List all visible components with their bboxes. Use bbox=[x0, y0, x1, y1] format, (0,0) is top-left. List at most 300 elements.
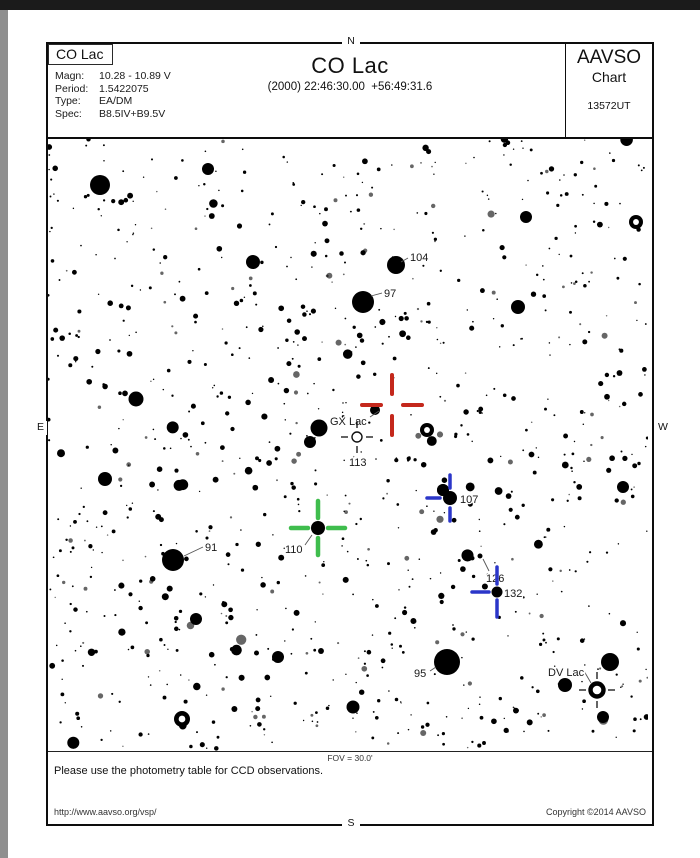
field-star bbox=[509, 163, 511, 165]
field-star bbox=[218, 190, 220, 192]
field-star bbox=[363, 223, 365, 225]
field-star bbox=[241, 568, 244, 571]
field-star bbox=[171, 395, 173, 397]
field-star bbox=[343, 274, 345, 276]
field-star bbox=[96, 526, 97, 527]
chart-id: 13572UT bbox=[587, 100, 631, 112]
field-star bbox=[468, 681, 472, 685]
field-star bbox=[641, 169, 643, 171]
field-star bbox=[636, 320, 637, 321]
field-star bbox=[269, 441, 271, 443]
comp-star-132-star bbox=[492, 587, 503, 598]
field-star bbox=[440, 600, 444, 604]
field-star bbox=[630, 695, 632, 697]
field-star bbox=[580, 410, 584, 414]
field-star bbox=[393, 357, 397, 361]
field-star bbox=[94, 650, 98, 654]
window-left-edge bbox=[0, 10, 8, 858]
field-star bbox=[213, 477, 219, 483]
field-star bbox=[93, 549, 94, 550]
field-star bbox=[316, 724, 319, 727]
field-star bbox=[623, 257, 627, 261]
field-star bbox=[95, 254, 96, 255]
comp-star-113-label: 113 bbox=[349, 457, 367, 469]
field-star bbox=[127, 516, 129, 518]
field-star bbox=[231, 706, 237, 712]
field-star bbox=[95, 349, 100, 354]
field-star bbox=[321, 341, 322, 342]
field-star bbox=[438, 593, 444, 599]
field-star bbox=[72, 270, 77, 275]
field-star bbox=[312, 721, 314, 723]
field-star bbox=[507, 731, 509, 733]
field-star bbox=[640, 718, 642, 720]
field-star bbox=[171, 325, 173, 327]
field-star bbox=[311, 251, 317, 257]
field-star bbox=[56, 645, 58, 647]
field-star bbox=[360, 250, 365, 255]
chart-label: Chart bbox=[591, 69, 627, 85]
field-star bbox=[569, 344, 570, 345]
field-star bbox=[590, 413, 594, 417]
field-star bbox=[616, 737, 617, 738]
field-star bbox=[256, 697, 261, 702]
field-star bbox=[575, 232, 576, 233]
field-star bbox=[284, 388, 289, 393]
field-star bbox=[644, 714, 648, 720]
field-star bbox=[145, 621, 148, 624]
field-star bbox=[203, 183, 205, 185]
comp-star-126-label: 126 bbox=[486, 573, 505, 585]
field-star bbox=[240, 299, 244, 303]
field-star bbox=[371, 736, 374, 739]
field-star bbox=[100, 739, 102, 741]
field-star bbox=[432, 232, 434, 234]
info-row-spec: Spec: B8.5IV+B9.5V bbox=[55, 107, 166, 120]
field-star bbox=[631, 495, 635, 499]
field-star bbox=[334, 198, 338, 202]
field-star bbox=[154, 438, 156, 440]
field-star bbox=[176, 649, 179, 652]
field-star bbox=[217, 736, 220, 739]
field-star bbox=[634, 301, 637, 304]
field-star bbox=[51, 227, 53, 229]
field-star bbox=[129, 507, 133, 511]
field-star bbox=[531, 686, 533, 688]
field-star bbox=[638, 164, 640, 166]
field-star bbox=[118, 477, 122, 481]
field-star bbox=[599, 667, 601, 669]
field-star bbox=[352, 717, 353, 718]
field-star bbox=[166, 684, 168, 686]
field-star bbox=[72, 546, 75, 549]
field-star bbox=[298, 510, 300, 512]
field-star bbox=[482, 741, 486, 745]
field-star bbox=[123, 198, 128, 203]
field-star bbox=[554, 237, 557, 240]
field-star bbox=[225, 621, 228, 624]
field-star bbox=[53, 193, 54, 194]
field-star bbox=[549, 248, 551, 250]
field-star bbox=[120, 485, 122, 487]
field-star bbox=[351, 351, 352, 352]
field-star bbox=[326, 273, 332, 279]
field-star bbox=[488, 211, 495, 218]
field-star bbox=[342, 412, 343, 413]
field-star bbox=[621, 451, 623, 453]
field-star bbox=[388, 690, 390, 692]
field-star bbox=[184, 700, 188, 704]
field-star bbox=[231, 353, 234, 356]
field-star bbox=[306, 310, 308, 312]
field-star bbox=[307, 393, 309, 395]
field-star bbox=[278, 305, 284, 311]
field-star bbox=[501, 324, 504, 327]
var-dv-lac-label: DV Lac bbox=[548, 667, 585, 679]
field-star bbox=[369, 193, 373, 197]
field-star bbox=[325, 238, 330, 243]
field-star bbox=[419, 558, 421, 560]
field-star bbox=[286, 266, 288, 268]
field-star bbox=[294, 702, 297, 705]
field-star bbox=[440, 343, 441, 344]
field-star bbox=[86, 611, 88, 613]
field-star bbox=[216, 246, 222, 252]
field-star bbox=[109, 339, 111, 341]
field-star bbox=[70, 603, 72, 605]
field-star bbox=[355, 346, 357, 348]
field-star bbox=[297, 498, 300, 501]
field-star bbox=[548, 730, 550, 732]
field-star bbox=[278, 555, 284, 561]
field-star bbox=[588, 281, 590, 283]
field-star bbox=[588, 605, 590, 607]
field-star bbox=[61, 659, 64, 662]
field-star bbox=[85, 145, 87, 147]
field-star bbox=[302, 336, 307, 341]
field-star bbox=[110, 444, 111, 445]
field-star bbox=[520, 338, 522, 340]
field-star bbox=[367, 650, 372, 655]
field-star bbox=[107, 300, 113, 306]
field-star bbox=[174, 293, 176, 295]
field-star bbox=[633, 717, 637, 721]
field-star bbox=[272, 534, 273, 535]
field-star bbox=[542, 294, 546, 298]
field-star bbox=[355, 523, 357, 525]
field-star bbox=[522, 147, 523, 148]
field-star bbox=[547, 399, 548, 400]
field-star bbox=[209, 199, 218, 208]
chart-frame bbox=[46, 42, 654, 826]
field-star bbox=[378, 309, 380, 311]
star-field-svg bbox=[48, 139, 648, 751]
field-star bbox=[208, 525, 212, 529]
field-star bbox=[177, 479, 188, 490]
bright-star bbox=[601, 653, 619, 671]
field-star bbox=[588, 331, 590, 333]
field-star bbox=[415, 433, 421, 439]
field-star bbox=[372, 634, 373, 635]
field-star bbox=[117, 349, 120, 352]
field-star bbox=[220, 391, 223, 394]
field-star bbox=[495, 487, 503, 495]
field-star bbox=[487, 195, 488, 196]
field-star bbox=[198, 185, 199, 186]
field-star bbox=[284, 640, 285, 641]
field-star bbox=[227, 563, 229, 565]
field-star bbox=[298, 504, 300, 506]
field-star bbox=[407, 570, 408, 571]
field-star bbox=[295, 278, 297, 280]
field-star bbox=[101, 526, 103, 528]
field-star bbox=[73, 208, 74, 209]
field-star bbox=[75, 712, 79, 716]
field-star bbox=[48, 378, 50, 381]
field-star bbox=[167, 649, 168, 650]
field-star bbox=[382, 343, 384, 345]
field-star bbox=[77, 309, 81, 313]
field-star bbox=[343, 176, 344, 177]
field-star bbox=[257, 722, 262, 727]
field-star bbox=[135, 224, 136, 225]
field-star bbox=[422, 265, 424, 267]
field-star bbox=[422, 145, 428, 151]
field-star bbox=[317, 721, 319, 723]
field-star bbox=[270, 590, 274, 594]
field-star bbox=[486, 395, 488, 397]
field-star bbox=[244, 297, 245, 298]
field-star bbox=[62, 581, 65, 584]
field-star bbox=[86, 520, 88, 522]
field-star bbox=[513, 707, 514, 708]
field-star bbox=[159, 670, 161, 672]
field-star bbox=[209, 213, 215, 219]
field-star bbox=[151, 158, 153, 160]
field-star bbox=[479, 530, 481, 532]
field-star bbox=[343, 349, 352, 358]
field-star bbox=[275, 457, 278, 460]
field-star bbox=[221, 613, 223, 615]
field-star bbox=[582, 194, 584, 196]
field-star bbox=[529, 452, 535, 458]
info-row-magnitude: Magn: 10.28 - 10.89 V bbox=[55, 70, 171, 82]
field-star bbox=[473, 157, 475, 159]
field-star bbox=[254, 651, 259, 656]
field-star bbox=[562, 286, 565, 289]
field-star bbox=[50, 196, 52, 198]
field-star bbox=[612, 159, 615, 162]
field-star bbox=[221, 204, 224, 207]
field-star bbox=[220, 445, 225, 450]
field-star bbox=[380, 228, 382, 230]
field-star bbox=[616, 277, 619, 280]
field-star bbox=[237, 223, 242, 228]
field-star bbox=[123, 320, 125, 322]
field-star bbox=[580, 161, 583, 164]
field-star bbox=[164, 644, 166, 646]
field-star bbox=[394, 617, 396, 619]
field-star bbox=[231, 287, 234, 290]
field-star bbox=[377, 168, 381, 172]
field-star bbox=[138, 732, 142, 736]
field-star bbox=[291, 653, 293, 655]
field-star bbox=[614, 258, 616, 260]
field-star bbox=[646, 437, 648, 440]
field-star bbox=[132, 502, 133, 503]
var-dv-lac-leader-line bbox=[584, 671, 591, 683]
field-star bbox=[149, 286, 152, 289]
field-star bbox=[430, 578, 432, 580]
field-star bbox=[553, 414, 555, 416]
field-star bbox=[332, 389, 334, 391]
field-star bbox=[73, 520, 77, 524]
field-star bbox=[398, 527, 399, 528]
field-star bbox=[212, 720, 215, 723]
field-star bbox=[367, 548, 370, 551]
comp-star-104-star bbox=[387, 256, 405, 274]
field-star bbox=[160, 544, 162, 546]
field-star bbox=[55, 597, 56, 598]
field-star bbox=[261, 414, 267, 420]
field-star bbox=[101, 552, 102, 553]
field-star bbox=[57, 200, 59, 202]
field-star bbox=[546, 528, 550, 532]
field-star bbox=[50, 179, 52, 181]
field-star bbox=[646, 677, 648, 679]
field-star bbox=[153, 248, 155, 250]
field-star bbox=[322, 593, 323, 594]
field-star bbox=[583, 423, 585, 425]
field-star bbox=[222, 460, 224, 462]
field-star bbox=[523, 596, 525, 598]
field-star bbox=[521, 140, 523, 142]
bright-star bbox=[272, 651, 284, 663]
field-star bbox=[271, 212, 274, 215]
field-star bbox=[260, 582, 266, 588]
field-star bbox=[565, 192, 569, 196]
field-star bbox=[458, 559, 461, 562]
field-star bbox=[553, 651, 555, 653]
field-star bbox=[305, 672, 308, 675]
field-star bbox=[310, 638, 312, 640]
field-star bbox=[435, 162, 436, 163]
field-star bbox=[357, 333, 363, 339]
field-star bbox=[260, 261, 263, 264]
field-star bbox=[545, 536, 546, 537]
field-star bbox=[564, 526, 565, 527]
field-star bbox=[602, 333, 608, 339]
field-star bbox=[440, 572, 441, 573]
field-star bbox=[193, 683, 200, 690]
field-star bbox=[360, 228, 362, 230]
field-star bbox=[293, 341, 295, 343]
field-star bbox=[205, 291, 209, 295]
field-star bbox=[87, 194, 90, 197]
field-star bbox=[617, 370, 623, 376]
field-star bbox=[619, 203, 621, 205]
field-star bbox=[594, 185, 597, 188]
field-star bbox=[360, 518, 362, 520]
field-star bbox=[508, 460, 513, 465]
field-star bbox=[412, 578, 414, 580]
field-star bbox=[582, 708, 583, 709]
field-star bbox=[437, 734, 439, 736]
field-star bbox=[83, 506, 85, 508]
field-star bbox=[477, 744, 481, 748]
field-star bbox=[435, 640, 439, 644]
field-star bbox=[151, 228, 153, 230]
field-star bbox=[267, 648, 269, 650]
field-star bbox=[604, 202, 608, 206]
field-star bbox=[646, 530, 647, 531]
field-star bbox=[213, 385, 215, 387]
field-star bbox=[531, 292, 536, 297]
field-star bbox=[434, 238, 437, 241]
field-star bbox=[479, 411, 482, 414]
field-star bbox=[433, 510, 434, 511]
field-star bbox=[292, 358, 294, 360]
field-star bbox=[548, 567, 552, 571]
field-star bbox=[235, 543, 238, 546]
field-star bbox=[249, 284, 252, 287]
field-star bbox=[311, 309, 316, 314]
field-star bbox=[199, 592, 202, 595]
field-star bbox=[496, 298, 498, 300]
field-star bbox=[126, 305, 131, 310]
bright-star bbox=[347, 701, 360, 714]
field-star bbox=[525, 264, 526, 265]
field-star bbox=[564, 454, 566, 456]
field-star bbox=[399, 316, 404, 321]
field-star bbox=[48, 294, 50, 297]
field-star bbox=[165, 208, 167, 210]
field-star bbox=[615, 498, 619, 502]
field-star bbox=[436, 516, 443, 523]
field-star bbox=[256, 542, 261, 547]
field-star bbox=[263, 513, 266, 516]
field-star bbox=[159, 638, 163, 642]
field-star bbox=[300, 205, 301, 206]
bright-star bbox=[202, 163, 214, 175]
field-star bbox=[571, 470, 573, 472]
field-star bbox=[204, 363, 207, 366]
field-star bbox=[292, 628, 294, 630]
field-star bbox=[145, 556, 147, 558]
field-star bbox=[452, 624, 454, 626]
field-star bbox=[576, 484, 582, 490]
field-star bbox=[581, 681, 582, 682]
field-star bbox=[242, 149, 244, 151]
field-star bbox=[150, 576, 156, 582]
field-star bbox=[380, 439, 383, 442]
field-star bbox=[282, 156, 285, 159]
field-star bbox=[59, 279, 61, 281]
field-star bbox=[465, 163, 466, 164]
field-star bbox=[225, 341, 228, 344]
field-star bbox=[563, 434, 568, 439]
field-star bbox=[545, 309, 547, 311]
field-star bbox=[174, 616, 179, 621]
field-star bbox=[228, 607, 233, 612]
field-star bbox=[500, 456, 501, 457]
field-star bbox=[310, 714, 313, 717]
field-star bbox=[49, 663, 55, 669]
field-star bbox=[190, 446, 192, 448]
field-star bbox=[233, 473, 235, 475]
field-star bbox=[622, 402, 626, 406]
field-star bbox=[91, 567, 92, 568]
